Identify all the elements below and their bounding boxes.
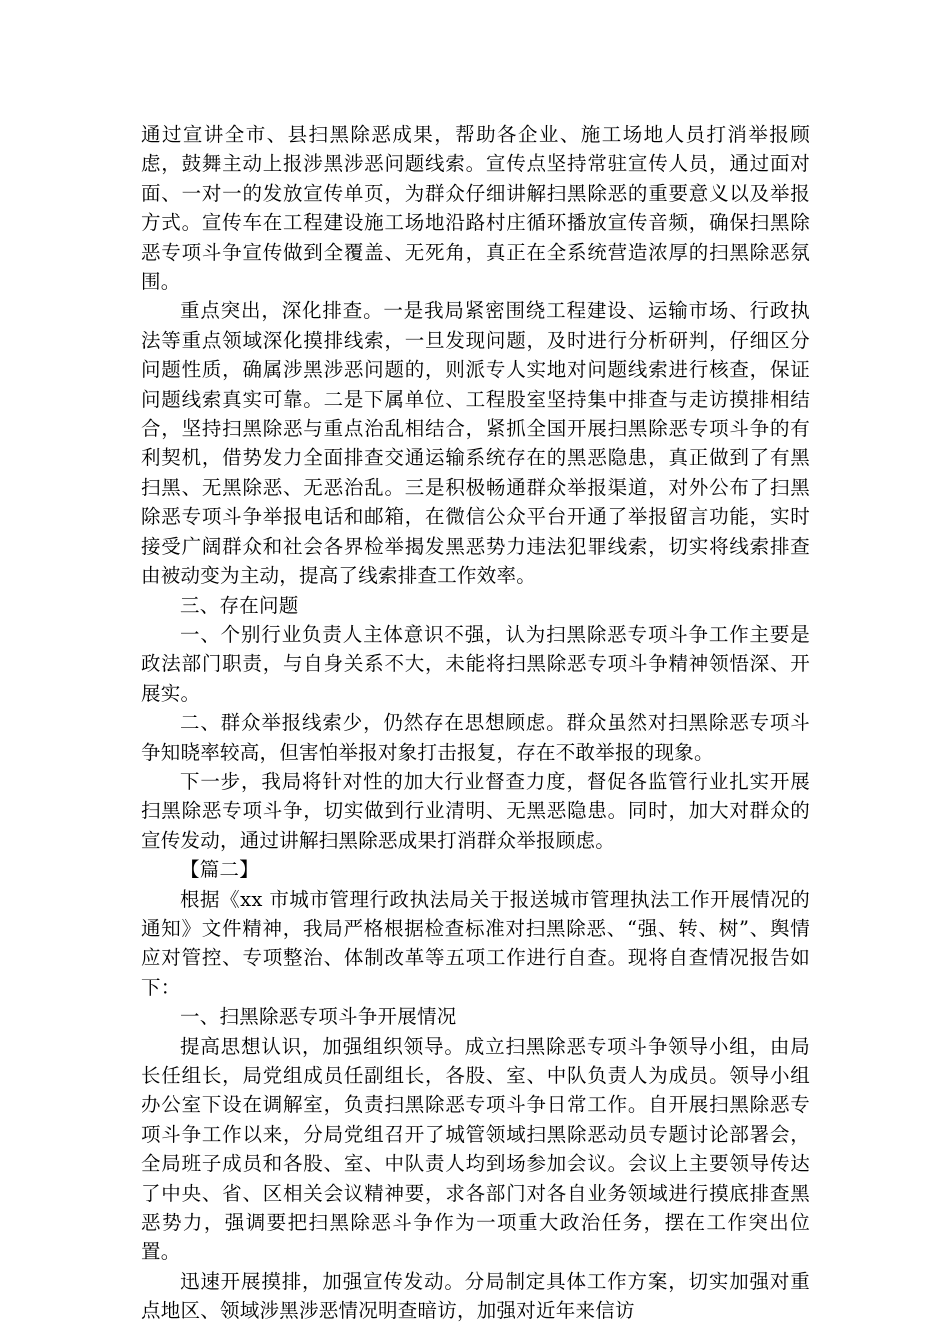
section-heading-campaign: 一、扫黑除恶专项斗争开展情况 [180,1005,457,1029]
paragraph-continued: 通过宣讲全市、县扫黑除恶成果，帮助各企业、施工场地人员打消举报顾虑，鼓舞主动上报涉黑涉恶问题线索。宣传点坚持常驻宣传人员，通过面对面、一对一的发放宣传单页，为群众仔细讲解扫黑除恶的重要意义以及举报方式。宣传车在工程建设施工场地沿路村庄循环播放宣传音频，确保扫黑除恶专项斗争宣传做到全覆盖、无死角，真正在全系统营造浓厚的扫黑除恶氛围。 [141,123,810,294]
paragraph-leadership: 提高思想认识，加强组织领导。成立扫黑除恶专项斗争领导小组，由局长任组长，局党组成员任副组长，各股、室、中队负责人为成员。领导小组办公室下设在调解室，负责扫黑除恶专项斗争日常工作。自开展扫黑除恶专项斗争工作以来，分局党组召开了城管领域扫黑除恶动员专题讨论部署会，全局班子成员和各股、室、中队责人均到场参加会议。会议上主要领导传达了中央、省、区相关会议精神要，求各部门对各自业务领域进行摸底排查黑恶势力，强调要把扫黑除恶斗争作为一项重大政治任务，摆在工作突出位置。 [141,1034,810,1264]
section-heading-problems: 三、存在问题 [180,593,299,617]
paragraph-investigation: 迅速开展摸排，加强宣传发动。分局制定具体工作方案，切实加强对重点地区、领域涉黑涉恶情况明查暗访，加强对近年来信访 [141,1269,810,1323]
part-two-heading: 【篇二】 [180,858,260,882]
problem-item-2: 二、群众举报线索少，仍然存在思想顾虑。群众虽然对扫黑除恶专项斗争知晓率较高，但害怕举报对象打击报复，存在不敢举报的现象。 [141,711,810,764]
paragraph-next-step: 下一步，我局将针对性的加大行业督查力度，督促各监管行业扎实开展扫黑除恶专项斗争，切实做到行业清明、无黑恶隐患。同时，加大对群众的宣传发动，通过讲解扫黑除恶成果打消群众举报顾虑。 [141,769,810,852]
problem-item-1: 一、个别行业负责人主体意识不强，认为扫黑除恶专项斗争工作主要是政法部门职责，与自身关系不大，未能将扫黑除恶专项斗争精神领悟深、开展实。 [141,622,810,705]
paragraph-intro-part-two: 根据《xx 市城市管理行政执法局关于报送城市管理执法工作开展情况的通知》文件精神，我局严格根据检查标准对扫黑除恶、“强、转、树”、舆情应对管控、专项整治、体制改革等五项工作进行自查。现将自查情况报告如下： [141,887,810,999]
paragraph-focus-investigation: 重点突出，深化排查。一是我局紧密围绕工程建设、运输市场、行政执法等重点领域深化摸排线索，一旦发现问题，及时进行分析研判，仔细区分问题性质，确属涉黑涉恶问题的，则派专人实地对问题线索进行核查，保证问题线索真实可靠。二是下属单位、工程股室坚持集中排查与走访摸排相结合，坚持扫黑除恶与重点治乱相结合，紧抓全国开展扫黑除恶专项斗争的有利契机，借势发力全面排查交通运输系统存在的黑恶隐患，真正做到了有黑扫黑、无黑除恶、无恶治乱。三是积极畅通群众举报渠道，对外公布了扫黑除恶专项斗争举报电话和邮箱，在微信公众平台开通了举报留言功能，实时接受广阔群众和社会各界检举揭发黑恶势力违法犯罪线索，切实将线索排查由被动变为主动，提高了线索排查工作效率。 [141,299,810,588]
